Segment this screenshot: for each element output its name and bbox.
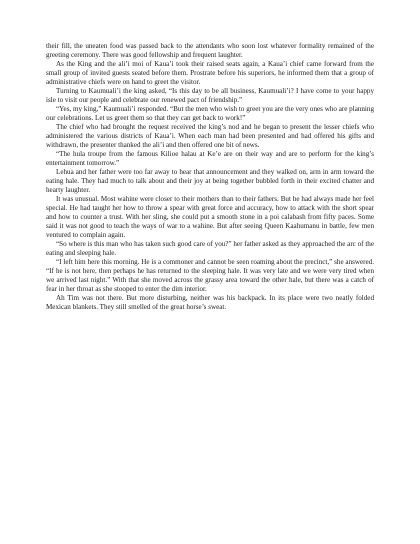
paragraph: Turning to Kaumuali’i the king asked, “Is this day to be all business, Kaumuali’i? I have come to your happy isle to visit our people and celebrate our renewed pact of friendship.” [46,87,374,104]
paragraph: their fill, the uneaten food was passed back to the attendants who soon lost whatever formality remained of the greeting ceremony. There was good fellowship and frequent laughter. [46,42,374,59]
paragraph: It was unusual. Most wahine were closer to their mothers than to their fathers. But he had always made her feel special. He had taught her how to throw a spear with great force and accuracy, how to attack with the short spear and how to counter a trust. With her sling, she could put a smooth stone in a poi calabash from fifty paces. Some said it was not good to teach the ways of war to a wahine. But after seeing Queen Kaahumanu in battle, few men ventured to complain again. [46,195,374,239]
paragraph: “I left him here this morning. He is a commoner and cannot be seen roaming about the precinct,” she answered. “If he is not here, then perhaps he has returned to the sleeping hale. It was very late and we were very tired when we arrived last night.” With that she moved across the grassy area toward the other hale, but there was a catch of fear in her throat as she stooped to enter the dim interior. [46,258,374,293]
paragraph: “The hula troupe from the famous Kilioe halau at Ke’e are on their way and are to perform for the king’s entertainment tomorrow.” [46,150,374,167]
paragraph: “So where is this man who has taken such good care of you?” her father asked as they approached the arc of the eating and sleeping hale. [46,240,374,257]
page-body [46,42,374,312]
paragraph: The chief who had brought the request received the king’s nod and he began to present the lesser chiefs who administered the various districts of Kaua’i. When each man had been presented and had offered his gifts and withdrawn, the presenter thanked the ali’i and then offered one bit of news. [46,123,374,149]
paragraph: Lehua and her father were too far away to hear that announcement and they walked on, arm in arm toward the eating hale. They had much to talk about and their joy at being together bubbled forth in their excited chatter and hearty laughter. [46,168,374,194]
paragraph: As the King and the ali’i moi of Kaua’i took their raised seats again, a Kaua’i chief came forward from the small group of invited guests seated before them. Prostrate before his superiors, he informed them that a group of administrative chiefs were on hand to greet the visitor. [46,60,374,86]
paragraph: “Yes, my king,” Kaumuali’i responded. “But the men who wish to greet you are the very ones who are planning our celebrations. Let us greet them so that they can get back to work!” [46,105,374,122]
paragraph: Ah Tim was not there. But more disturbing, neither was his backpack. In its place were two neatly folded Mexican blankets. They still smelled of the great horse’s sweat. [46,294,374,311]
